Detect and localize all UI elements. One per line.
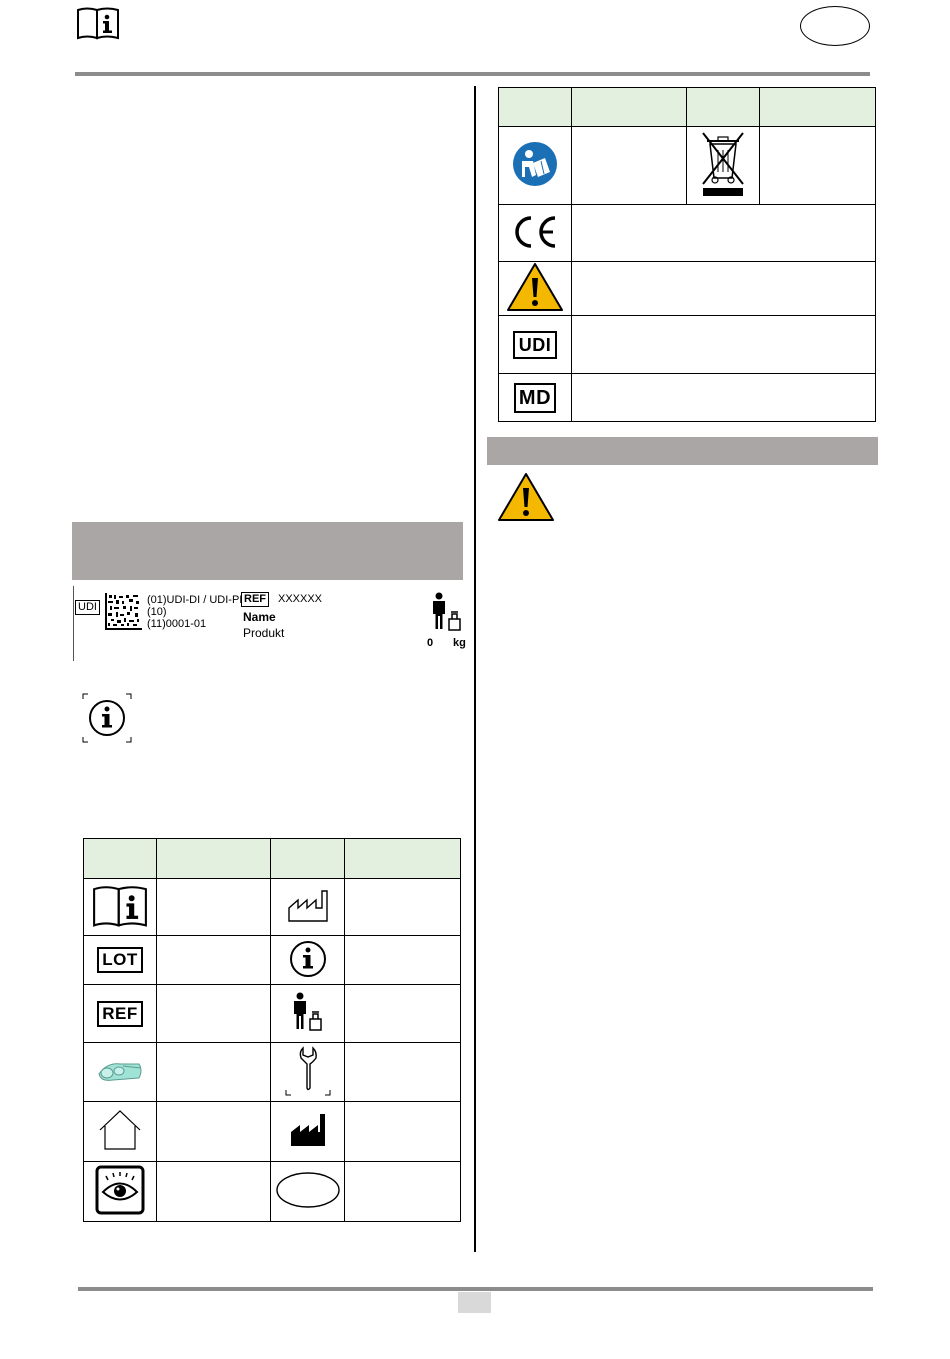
description-cell (345, 1162, 461, 1222)
description-cell (571, 127, 686, 205)
home-icon (97, 1108, 143, 1152)
label-sample (73, 586, 468, 661)
footer-rule (78, 1287, 873, 1291)
oval-symbol-icon (275, 1170, 341, 1210)
page-number (458, 1292, 491, 1313)
udi-symbol: UDI (513, 331, 558, 359)
info-icon (82, 693, 132, 743)
warning-triangle-icon (506, 262, 564, 312)
table-header-cell (156, 839, 271, 879)
read-manual-blue-icon (512, 141, 558, 187)
description-cell (571, 262, 875, 316)
manufacturer-icon (288, 1111, 328, 1149)
table-header-cell (84, 839, 157, 879)
description-cell (345, 985, 461, 1043)
eye-inspection-icon (95, 1165, 145, 1215)
table-header-cell (760, 88, 876, 127)
warning-triangle-icon (497, 472, 555, 522)
description-cell (345, 879, 461, 936)
symbols-table-left (83, 838, 461, 1222)
table-row (84, 1102, 461, 1162)
symbol-cell (271, 936, 345, 985)
symbol-cell (271, 1102, 345, 1162)
symbol-cell (271, 879, 345, 936)
symbol-cell (271, 985, 345, 1043)
patient-weight-icon (290, 992, 326, 1032)
table-header-cell (571, 88, 686, 127)
description-cell (571, 316, 875, 374)
table-header-cell (499, 88, 572, 127)
description-cell (345, 1102, 461, 1162)
table-row (499, 374, 876, 422)
md-symbol: MD (514, 383, 556, 413)
label-ref-tag: REF (241, 592, 269, 607)
symbol-cell (84, 985, 157, 1043)
crossed-bin-icon (698, 130, 748, 198)
label-left-border (73, 586, 74, 661)
table-header-cell (686, 88, 760, 127)
symbol-cell (84, 1102, 157, 1162)
patient-weight-icon (429, 592, 465, 632)
table-header-row (84, 839, 461, 879)
description-cell (156, 936, 271, 985)
manual-info-icon (91, 884, 149, 928)
symbol-cell (84, 1162, 157, 1222)
description-cell (156, 879, 271, 936)
symbol-cell (499, 262, 572, 316)
label-udi-tag: UDI (75, 600, 100, 615)
datamatrix-icon (105, 593, 142, 630)
description-cell (760, 127, 876, 205)
description-cell (156, 1162, 271, 1222)
table-row (84, 879, 461, 936)
label-product: Produkt (243, 626, 285, 640)
label-weight-value: 0 (427, 637, 434, 649)
table-row (499, 262, 876, 316)
table-row (84, 936, 461, 985)
ce-mark-icon (511, 215, 559, 249)
table-header-cell (345, 839, 461, 879)
language-oval (800, 6, 870, 46)
symbol-cell (499, 374, 572, 422)
description-cell (345, 936, 461, 985)
table-row (499, 127, 876, 205)
description-cell (156, 985, 271, 1043)
label-weight-unit: kg (453, 637, 466, 649)
manufacture-date-icon (286, 888, 330, 924)
symbol-cell (84, 936, 157, 985)
symbol-cell (499, 127, 572, 205)
symbol-cell (499, 205, 572, 262)
description-cell (571, 205, 875, 262)
symbol-cell (271, 1162, 345, 1222)
symbol-cell (271, 1043, 345, 1102)
wrench-icon (283, 1044, 333, 1098)
column-divider (474, 86, 476, 1252)
symbol-cell (686, 127, 760, 205)
table-row (499, 316, 876, 374)
label-name: Name (243, 610, 276, 624)
lot-symbol: LOT (97, 947, 143, 973)
table-row (84, 1043, 461, 1102)
description-cell (156, 1043, 271, 1102)
description-cell (571, 374, 875, 422)
section-bar-right (487, 437, 878, 465)
description-cell (345, 1043, 461, 1102)
table-row (84, 985, 461, 1043)
table-row (499, 205, 876, 262)
info-icon (288, 939, 328, 979)
description-cell (156, 1102, 271, 1162)
table-header-cell (271, 839, 345, 879)
label-udi-line3: (11)0001-01 (147, 618, 207, 630)
symbols-table-right (498, 87, 876, 422)
symbol-cell (84, 1043, 157, 1102)
section-bar-left (72, 522, 463, 580)
manual-info-icon (76, 6, 120, 40)
table-header-row (499, 88, 876, 127)
header-rule (75, 72, 870, 76)
label-udi-line1: (01)UDI-DI / UDI-PI (147, 594, 243, 606)
fabric-rolls-icon (95, 1056, 145, 1086)
symbol-cell (84, 879, 157, 936)
label-udi-line2: (10) (147, 606, 167, 618)
symbol-cell (499, 316, 572, 374)
ref-symbol: REF (97, 1001, 143, 1027)
table-row (84, 1162, 461, 1222)
label-ref-value: XXXXXX (278, 593, 323, 605)
